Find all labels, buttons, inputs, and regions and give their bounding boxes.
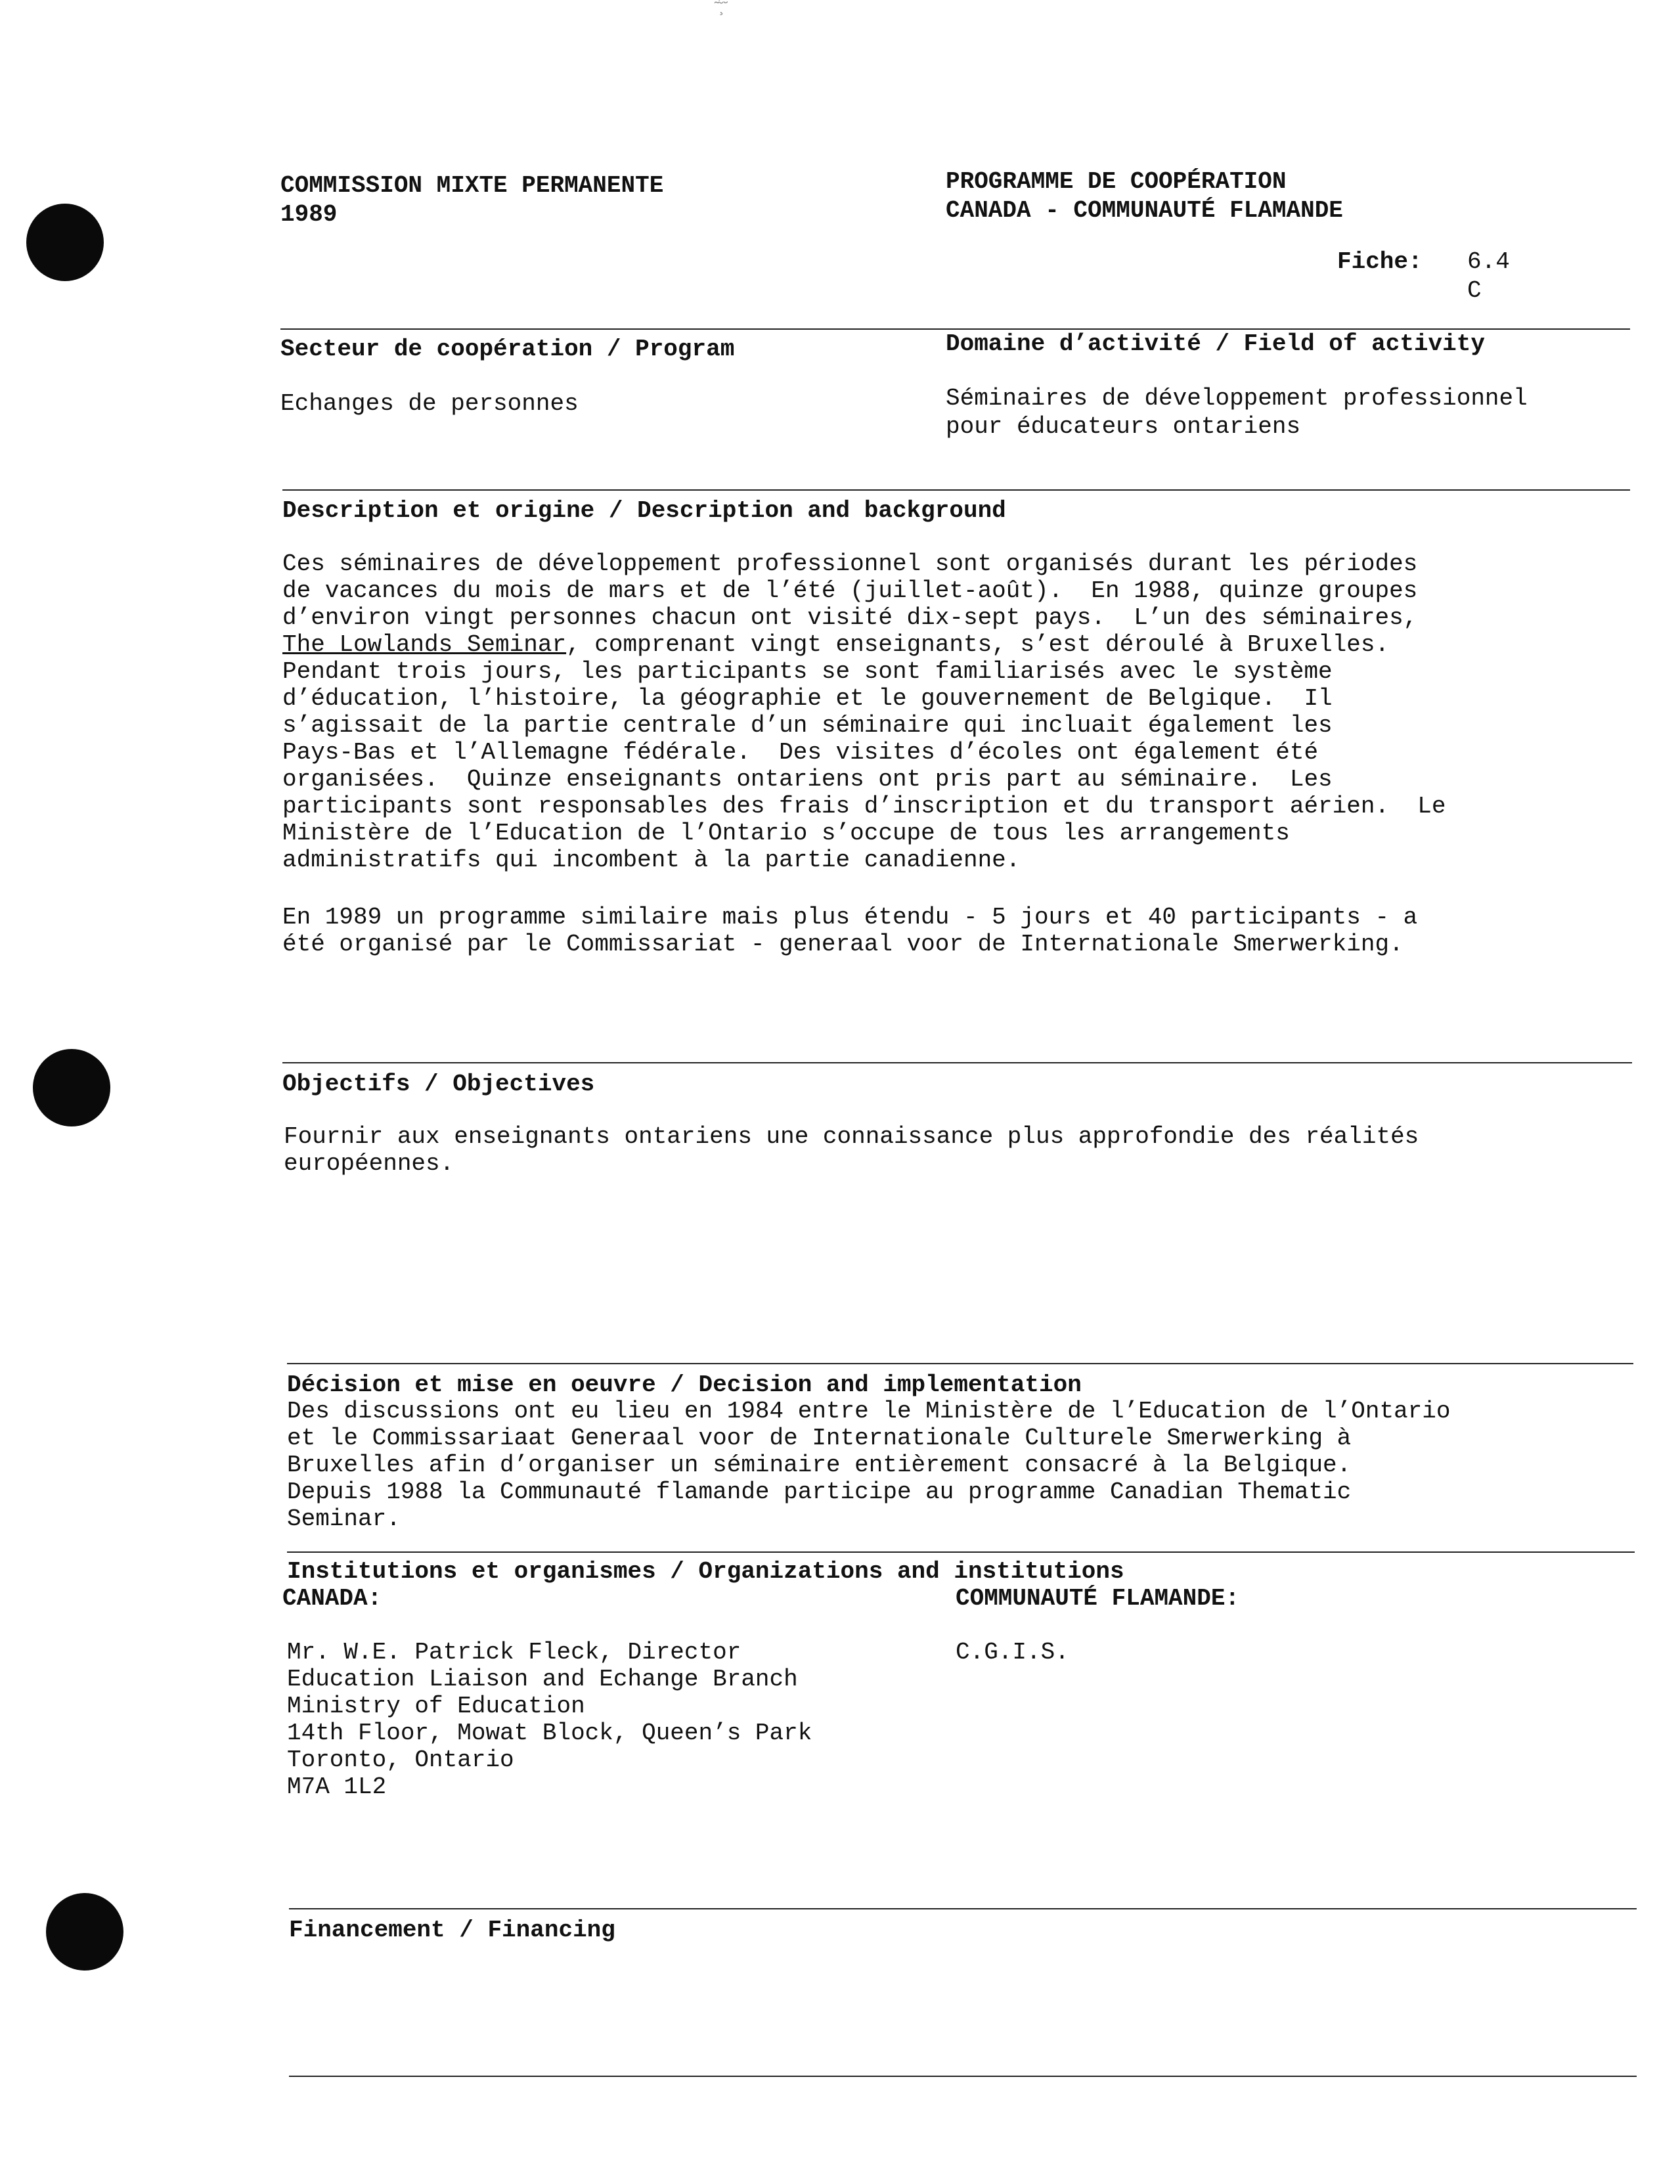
objectives-heading: Objectifs / Objectives <box>282 1071 595 1098</box>
decision-heading: Décision et mise en oeuvre / Decision and implementation <box>287 1371 1082 1398</box>
fiche-letter: C <box>1467 277 1482 304</box>
seminar-rest: , comprenant vingt enseignants, s’est déroulé à Bruxelles. <box>566 631 1390 658</box>
canada-label: CANADA: <box>282 1585 382 1612</box>
address-line: Ministry of Education <box>287 1693 585 1720</box>
binder-hole-bottom <box>46 1893 123 1971</box>
paragraph-line: Des discussions ont eu lieu en 1984 entre le Ministère de l’Education de l’Ontario <box>287 1398 1451 1425</box>
flemish-organization: C.G.I.S. <box>956 1639 1069 1666</box>
address-line: 14th Floor, Mowat Block, Queen’s Park <box>287 1720 812 1747</box>
scan-mark: ˜̧̆́˘ <box>713 0 730 16</box>
paragraph-line <box>282 631 1446 658</box>
paragraph-line: organisées. Quinze enseignants ontariens ont pris part au séminaire. Les <box>282 766 1333 793</box>
divider-rule <box>289 1908 1637 1909</box>
header-commission: COMMISSION MIXTE PERMANENTE <box>280 172 664 199</box>
address-line: M7A 1L2 <box>287 1773 387 1800</box>
paragraph-line: En 1989 un programme similaire mais plus étendu - 5 jours et 40 participants - a <box>282 904 1418 931</box>
flemish-community-label: COMMUNAUTÉ FLAMANDE: <box>956 1585 1240 1612</box>
sector-value: Echanges de personnes <box>280 390 579 417</box>
institutions-heading: Institutions et organismes / Organizations and institutions <box>287 1558 1124 1585</box>
header-programme: PROGRAMME DE COOPÉRATION <box>946 168 1287 195</box>
paragraph-line: Pays-Bas et l’Allemagne fédérale. Des visites d’écoles ont également été <box>282 739 1319 766</box>
header-year: 1989 <box>280 201 338 228</box>
paragraph-line: Pendant trois jours, les participants se sont familiarisés avec le système <box>282 658 1333 685</box>
paragraph-line: participants sont responsables des frais d’inscription et du transport aérien. Le <box>282 793 1446 820</box>
divider-rule <box>287 1363 1633 1364</box>
paragraph-line: d’éducation, l’histoire, la géographie et le gouvernement de Belgique. Il <box>282 685 1333 712</box>
binder-hole-top <box>26 204 104 281</box>
financing-heading: Financement / Financing <box>289 1917 615 1944</box>
paragraph-line: Ministère de l’Education de l’Ontario s’occupe de tous les arrangements <box>282 820 1290 847</box>
paragraph-line: Fournir aux enseignants ontariens une connaissance plus approfondie des réalités <box>284 1123 1419 1150</box>
header-canada-flemish: CANADA - COMMUNAUTÉ FLAMANDE <box>946 197 1343 224</box>
canada-address <box>287 1639 812 1800</box>
address-line: Toronto, Ontario <box>287 1747 514 1773</box>
seminar-title: The Lowlands Seminar <box>282 631 567 658</box>
divider-rule <box>289 2076 1637 2077</box>
paragraph-line: s’agissait de la partie centrale d’un séminaire qui incluait également les <box>282 712 1333 739</box>
paragraph-line: Bruxelles afin d’organiser un séminaire entièrement consacré à la Belgique. <box>287 1452 1352 1479</box>
description-heading: Description et origine / Description and background <box>282 497 1006 524</box>
address-line: Education Liaison and Echange Branch <box>287 1666 798 1693</box>
paragraph-line: été organisé par le Commissariat - generaal voor de Internationale Smerwerking. <box>282 931 1404 958</box>
binder-hole-middle <box>33 1049 110 1126</box>
paragraph-line: et le Commissariaat Generaal voor de Internationale Culturele Smerwerking à <box>287 1425 1352 1452</box>
field-value-line2: pour éducateurs ontariens <box>946 413 1301 440</box>
divider-rule <box>287 1551 1635 1553</box>
sector-heading: Secteur de coopération / Program <box>280 336 735 363</box>
paragraph-line: administratifs qui incombent à la partie canadienne. <box>282 847 1021 874</box>
objectives-text <box>284 1123 1419 1177</box>
description-paragraph-1 <box>282 550 1446 874</box>
field-heading: Domaine d’activité / Field of activity <box>946 330 1485 357</box>
paragraph-line: Seminar. <box>287 1505 401 1532</box>
divider-rule <box>282 489 1630 491</box>
fiche-label: Fiche: <box>1337 248 1423 275</box>
paragraph-line: Depuis 1988 la Communauté flamande participe au programme Canadian Thematic <box>287 1479 1352 1505</box>
divider-rule <box>280 328 1630 330</box>
paragraph-line: européennes. <box>284 1150 454 1177</box>
fiche-number: 6.4 <box>1467 248 1510 275</box>
description-paragraph-2 <box>282 904 1417 958</box>
paragraph-line: Ces séminaires de développement professionnel sont organisés durant les périodes <box>282 550 1418 577</box>
field-value-line1: Séminaires de développement professionnel <box>946 385 1528 412</box>
divider-rule <box>282 1062 1632 1063</box>
paragraph-line: de vacances du mois de mars et de l’été (juillet-août). En 1988, quinze groupes <box>282 577 1418 604</box>
address-line: Mr. W.E. Patrick Fleck, Director <box>287 1639 741 1666</box>
decision-text <box>287 1398 1451 1532</box>
paragraph-line: d’environ vingt personnes chacun ont visité dix-sept pays. L’un des séminaires, <box>282 604 1418 631</box>
